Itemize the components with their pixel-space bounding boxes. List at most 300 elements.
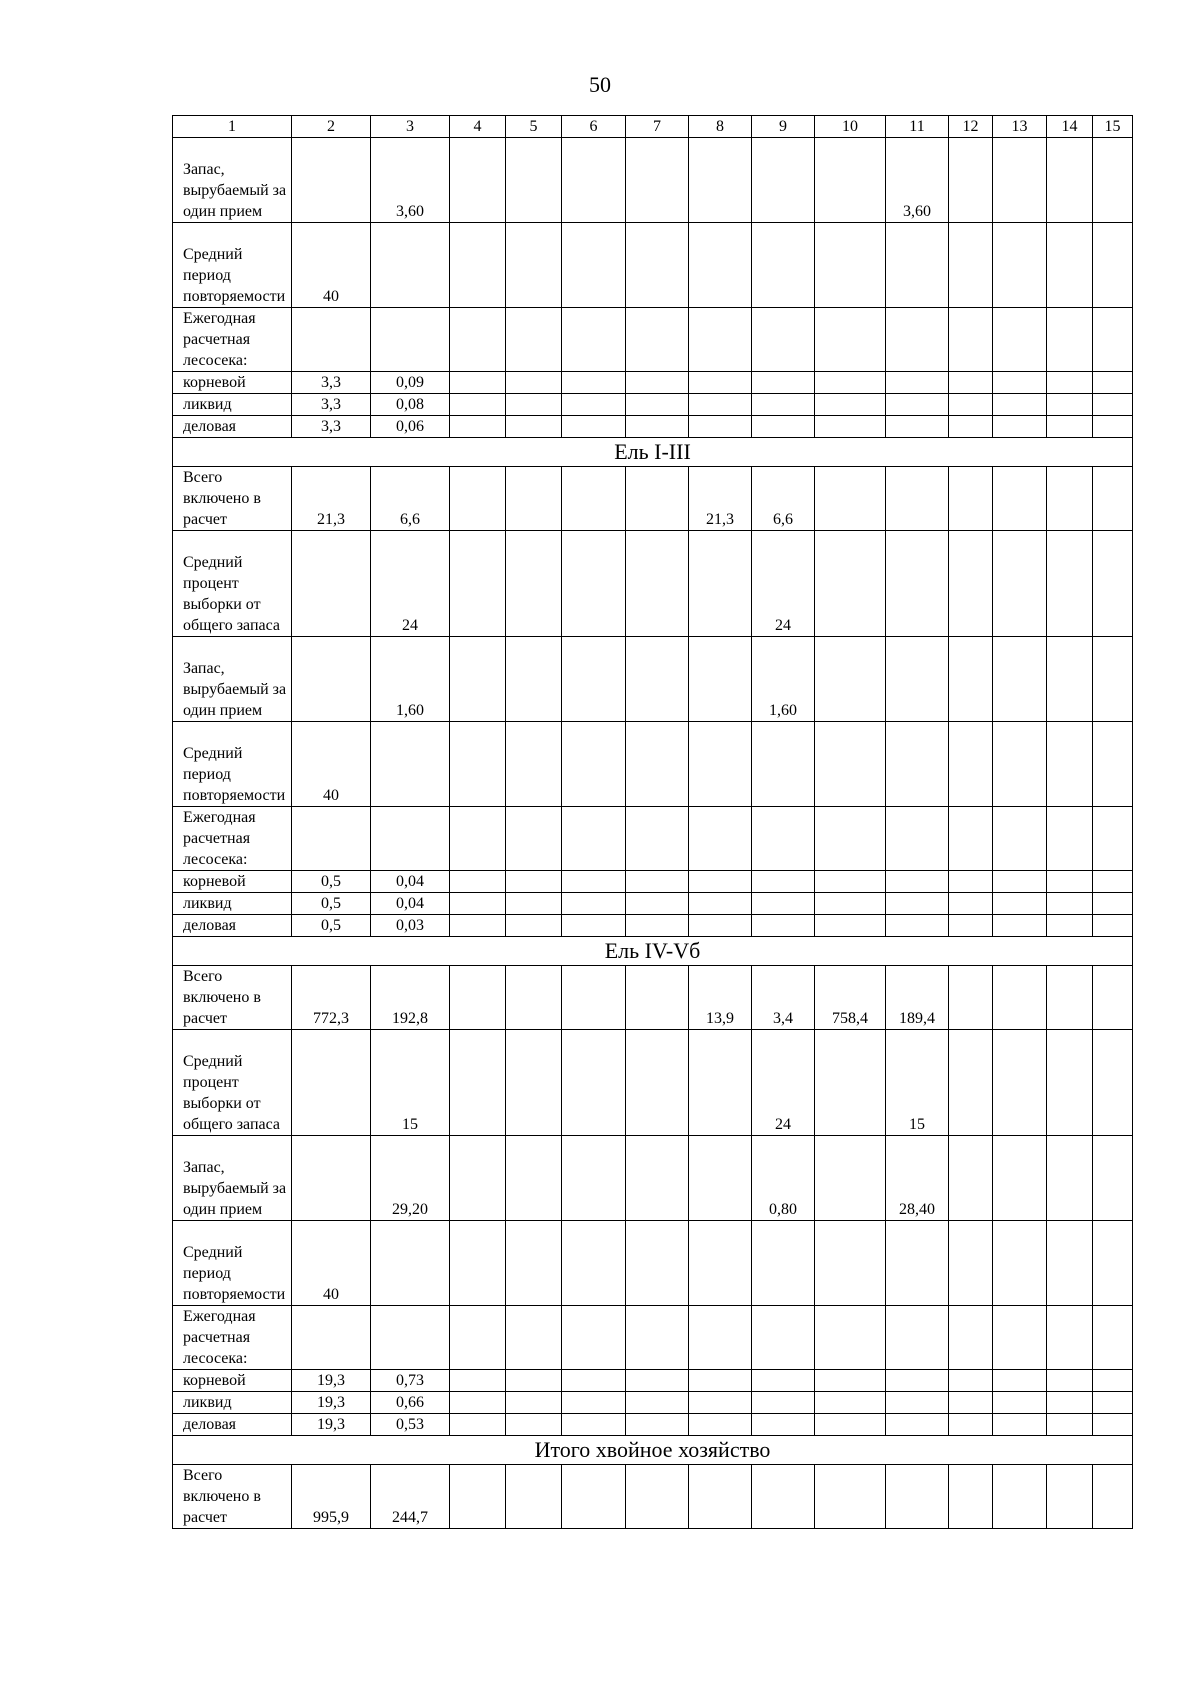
table-cell	[752, 138, 815, 223]
table-cell	[506, 915, 562, 937]
table-cell: 3,60	[886, 138, 949, 223]
table-cell	[1093, 637, 1133, 722]
table-cell	[1093, 966, 1133, 1030]
section-heading: Ель I-III	[173, 438, 1133, 467]
table-cell	[752, 1306, 815, 1370]
table-cell	[949, 1465, 993, 1529]
table-cell	[689, 1465, 752, 1529]
table-row	[173, 467, 1133, 531]
table-cell	[562, 966, 626, 1030]
table-cell	[993, 637, 1047, 722]
table-cell	[1047, 1370, 1093, 1392]
table-cell	[562, 915, 626, 937]
table-cell	[1093, 416, 1133, 438]
table-cell: 0,08	[371, 394, 450, 416]
table-cell	[815, 1465, 886, 1529]
table-cell	[689, 1370, 752, 1392]
table-cell	[506, 1392, 562, 1414]
table-cell: 6,6	[371, 467, 450, 531]
table-cell	[949, 1306, 993, 1370]
table-cell	[1047, 1030, 1093, 1136]
table-cell	[506, 372, 562, 394]
table-cell	[949, 1370, 993, 1392]
table-cell	[815, 1414, 886, 1436]
table-cell	[886, 1370, 949, 1392]
table-cell	[506, 966, 562, 1030]
table-row	[173, 372, 1133, 394]
table-cell: 6,6	[752, 467, 815, 531]
table-cell	[626, 223, 689, 308]
table-cell	[626, 722, 689, 807]
table-cell	[562, 807, 626, 871]
table-cell	[949, 966, 993, 1030]
table-cell	[626, 1392, 689, 1414]
table-cell	[1093, 1136, 1133, 1221]
table-cell: 24	[371, 531, 450, 637]
table-cell	[689, 1414, 752, 1436]
column-number: 8	[689, 116, 752, 138]
table-cell: 758,4	[815, 966, 886, 1030]
calculation-table	[172, 115, 1133, 1529]
table-row	[173, 1221, 1133, 1306]
table-cell: 0,03	[371, 915, 450, 937]
table-cell: 0,04	[371, 871, 450, 893]
table-cell	[450, 138, 506, 223]
table-cell	[993, 1465, 1047, 1529]
table-row	[173, 1306, 1133, 1370]
table-cell	[1047, 915, 1093, 937]
column-number: 15	[1093, 116, 1133, 138]
table-cell	[886, 1306, 949, 1370]
table-cell: 0,5	[292, 915, 371, 937]
table-cell	[752, 223, 815, 308]
table-cell	[1047, 1221, 1093, 1306]
table-cell	[562, 394, 626, 416]
table-cell	[506, 1221, 562, 1306]
table-cell	[450, 1414, 506, 1436]
table-cell: 995,9	[292, 1465, 371, 1529]
table-cell	[450, 223, 506, 308]
table-cell	[815, 915, 886, 937]
table-cell	[506, 722, 562, 807]
table-cell	[562, 531, 626, 637]
table-cell	[689, 531, 752, 637]
table-cell	[993, 1370, 1047, 1392]
column-number-row	[173, 116, 1133, 138]
table-cell	[292, 637, 371, 722]
table-cell	[506, 467, 562, 531]
table-cell: 0,5	[292, 893, 371, 915]
row-label: деловая	[173, 915, 292, 937]
table-cell	[506, 1370, 562, 1392]
table-cell	[1047, 1465, 1093, 1529]
table-cell	[1093, 138, 1133, 223]
table-cell	[506, 1030, 562, 1136]
table-cell	[689, 1030, 752, 1136]
table-cell	[689, 372, 752, 394]
table-cell	[371, 308, 450, 372]
table-cell: 40	[292, 722, 371, 807]
table-cell	[949, 394, 993, 416]
table-cell	[689, 138, 752, 223]
table-cell	[626, 467, 689, 531]
table-cell	[886, 915, 949, 937]
table-cell	[815, 1370, 886, 1392]
table-cell: 28,40	[886, 1136, 949, 1221]
row-label: Всего включено в расчет	[173, 1465, 292, 1529]
table-cell	[886, 416, 949, 438]
table-cell	[450, 807, 506, 871]
table-cell	[1093, 531, 1133, 637]
table-row	[173, 308, 1133, 372]
table-cell	[886, 223, 949, 308]
table-cell	[562, 223, 626, 308]
table-cell	[993, 915, 1047, 937]
table-cell	[886, 1414, 949, 1436]
table-cell	[562, 722, 626, 807]
table-cell	[1093, 308, 1133, 372]
table-cell	[292, 138, 371, 223]
table-cell: 15	[886, 1030, 949, 1136]
table-cell	[506, 1414, 562, 1436]
table-cell	[292, 1306, 371, 1370]
table-cell	[450, 893, 506, 915]
table-row	[173, 1465, 1133, 1529]
column-number: 12	[949, 116, 993, 138]
table-cell	[1047, 138, 1093, 223]
row-label: Запас, вырубаемый за один прием	[173, 138, 292, 223]
table-cell	[450, 1392, 506, 1414]
table-cell	[506, 138, 562, 223]
table-cell	[815, 1221, 886, 1306]
table-row	[173, 531, 1133, 637]
table-cell	[626, 1136, 689, 1221]
table-cell	[993, 1221, 1047, 1306]
table-cell	[752, 1392, 815, 1414]
row-label: Средний период повторяемости	[173, 1221, 292, 1306]
table-cell	[1047, 1414, 1093, 1436]
table-cell	[1093, 1306, 1133, 1370]
table-cell	[886, 1392, 949, 1414]
table-cell	[1093, 1030, 1133, 1136]
table-cell: 21,3	[689, 467, 752, 531]
table-cell	[1047, 637, 1093, 722]
table-cell	[292, 1136, 371, 1221]
table-cell	[949, 893, 993, 915]
table-cell	[949, 138, 993, 223]
table-cell: 0,06	[371, 416, 450, 438]
table-cell	[1047, 223, 1093, 308]
table-cell	[949, 372, 993, 394]
section-heading: Ель IV-Vб	[173, 937, 1133, 966]
table-cell	[562, 1392, 626, 1414]
table-cell	[1093, 1414, 1133, 1436]
table-cell	[752, 394, 815, 416]
table-cell	[752, 372, 815, 394]
table-body	[173, 116, 1133, 1529]
table-cell	[886, 871, 949, 893]
table-cell	[949, 223, 993, 308]
table-cell	[371, 223, 450, 308]
table-cell: 772,3	[292, 966, 371, 1030]
row-label: ликвид	[173, 893, 292, 915]
table-cell: 0,09	[371, 372, 450, 394]
table-cell	[815, 372, 886, 394]
table-cell: 1,60	[752, 637, 815, 722]
table-cell	[815, 871, 886, 893]
table-cell	[506, 416, 562, 438]
table-cell	[886, 1465, 949, 1529]
row-label: деловая	[173, 1414, 292, 1436]
table-cell	[993, 722, 1047, 807]
table-cell	[450, 1136, 506, 1221]
table-cell	[626, 1465, 689, 1529]
table-cell: 0,04	[371, 893, 450, 915]
table-cell	[949, 722, 993, 807]
table-cell	[815, 531, 886, 637]
table-cell	[949, 915, 993, 937]
table-cell	[993, 467, 1047, 531]
table-cell	[949, 1221, 993, 1306]
table-row	[173, 1136, 1133, 1221]
table-cell	[506, 394, 562, 416]
table-cell	[993, 531, 1047, 637]
table-cell	[450, 1221, 506, 1306]
table-cell: 19,3	[292, 1392, 371, 1414]
column-number: 13	[993, 116, 1047, 138]
table-cell	[886, 893, 949, 915]
table-cell: 13,9	[689, 966, 752, 1030]
column-number: 4	[450, 116, 506, 138]
table-cell	[450, 416, 506, 438]
table-cell	[752, 915, 815, 937]
table-cell	[949, 416, 993, 438]
table-cell	[1047, 372, 1093, 394]
column-number: 14	[1047, 116, 1093, 138]
table-cell	[689, 915, 752, 937]
table-cell	[450, 531, 506, 637]
table-cell	[450, 372, 506, 394]
table-cell	[626, 308, 689, 372]
table-cell: 19,3	[292, 1414, 371, 1436]
table-cell	[626, 1030, 689, 1136]
row-label: Ежегодная расчетная лесосека:	[173, 308, 292, 372]
table-cell	[993, 416, 1047, 438]
table-cell	[886, 372, 949, 394]
section-heading-row	[173, 937, 1133, 966]
table-cell	[689, 807, 752, 871]
table-cell	[626, 372, 689, 394]
table-cell	[626, 394, 689, 416]
table-cell	[626, 1414, 689, 1436]
table-cell	[815, 637, 886, 722]
table-cell	[815, 1392, 886, 1414]
table-row	[173, 893, 1133, 915]
table-cell	[626, 416, 689, 438]
table-cell	[949, 531, 993, 637]
column-number: 11	[886, 116, 949, 138]
row-label: корневой	[173, 1370, 292, 1392]
table-cell	[949, 871, 993, 893]
table-cell	[815, 722, 886, 807]
table-cell	[450, 308, 506, 372]
table-cell	[949, 1136, 993, 1221]
row-label: Средний период повторяемости	[173, 722, 292, 807]
page-number: 50	[589, 72, 611, 97]
table-cell	[689, 416, 752, 438]
table-cell	[949, 308, 993, 372]
table-cell: 189,4	[886, 966, 949, 1030]
table-cell	[1047, 394, 1093, 416]
table-cell	[689, 1221, 752, 1306]
table-cell: 3,3	[292, 416, 371, 438]
row-label: Запас, вырубаемый за один прием	[173, 637, 292, 722]
column-number: 3	[371, 116, 450, 138]
table-cell	[1047, 1306, 1093, 1370]
table-cell	[752, 871, 815, 893]
table-cell	[886, 1221, 949, 1306]
table-cell	[292, 1030, 371, 1136]
row-label: ликвид	[173, 394, 292, 416]
table-cell	[562, 1370, 626, 1392]
table-cell	[450, 915, 506, 937]
table-cell	[626, 1221, 689, 1306]
table-cell	[562, 1306, 626, 1370]
table-row	[173, 966, 1133, 1030]
table-cell	[993, 138, 1047, 223]
table-row	[173, 138, 1133, 223]
table-cell	[626, 915, 689, 937]
table-cell	[689, 394, 752, 416]
table-cell	[752, 416, 815, 438]
table-cell	[1093, 915, 1133, 937]
table-cell	[886, 637, 949, 722]
table-cell	[689, 871, 752, 893]
table-cell	[371, 807, 450, 871]
table-cell	[292, 308, 371, 372]
table-row	[173, 1392, 1133, 1414]
column-number: 7	[626, 116, 689, 138]
table-cell	[506, 807, 562, 871]
table-cell	[1047, 1392, 1093, 1414]
table-cell	[815, 394, 886, 416]
table-cell	[562, 637, 626, 722]
table-cell	[562, 372, 626, 394]
table-cell	[371, 722, 450, 807]
table-cell	[562, 1136, 626, 1221]
table-row	[173, 1414, 1133, 1436]
table-cell: 0,66	[371, 1392, 450, 1414]
table-cell: 3,3	[292, 372, 371, 394]
table-cell	[949, 1392, 993, 1414]
table-cell	[752, 1221, 815, 1306]
table-cell	[450, 1370, 506, 1392]
table-cell	[626, 966, 689, 1030]
table-cell	[1093, 893, 1133, 915]
table-cell	[1047, 893, 1093, 915]
column-number: 1	[173, 116, 292, 138]
table-cell	[752, 893, 815, 915]
table-cell	[815, 1136, 886, 1221]
table-cell	[1093, 1221, 1133, 1306]
table-cell	[1047, 966, 1093, 1030]
table-cell	[292, 531, 371, 637]
table-cell	[626, 637, 689, 722]
table-cell	[993, 1030, 1047, 1136]
table-cell	[689, 893, 752, 915]
table-cell	[993, 1392, 1047, 1414]
row-label: корневой	[173, 871, 292, 893]
table-cell	[626, 138, 689, 223]
table-cell	[506, 531, 562, 637]
table-cell: 40	[292, 1221, 371, 1306]
row-label: деловая	[173, 416, 292, 438]
table-cell	[993, 1414, 1047, 1436]
table-cell: 0,73	[371, 1370, 450, 1392]
table-cell	[1093, 1392, 1133, 1414]
row-label: ликвид	[173, 1392, 292, 1414]
table-cell	[1093, 372, 1133, 394]
section-heading: Итого хвойное хозяйство	[173, 1436, 1133, 1465]
table-cell	[815, 138, 886, 223]
table-cell	[1093, 871, 1133, 893]
table-cell	[562, 467, 626, 531]
table-cell: 29,20	[371, 1136, 450, 1221]
table-cell	[993, 966, 1047, 1030]
table-cell	[1047, 807, 1093, 871]
table-cell	[993, 893, 1047, 915]
table-cell	[562, 308, 626, 372]
table-row	[173, 637, 1133, 722]
table-cell	[506, 308, 562, 372]
table-cell	[562, 1221, 626, 1306]
table-cell	[450, 1465, 506, 1529]
table-cell	[506, 1465, 562, 1529]
table-cell	[815, 223, 886, 308]
row-label: Ежегодная расчетная лесосека:	[173, 1306, 292, 1370]
table-cell	[562, 1465, 626, 1529]
table-cell	[1047, 416, 1093, 438]
table-cell	[1093, 1370, 1133, 1392]
table-cell	[371, 1306, 450, 1370]
table-cell	[562, 871, 626, 893]
table-cell	[993, 807, 1047, 871]
table-cell	[562, 416, 626, 438]
table-cell	[562, 893, 626, 915]
table-cell	[752, 722, 815, 807]
section-heading-row	[173, 438, 1133, 467]
table-cell: 21,3	[292, 467, 371, 531]
table-cell: 244,7	[371, 1465, 450, 1529]
table-cell	[506, 1306, 562, 1370]
table-row	[173, 807, 1133, 871]
table-cell	[450, 871, 506, 893]
column-number: 10	[815, 116, 886, 138]
table-row	[173, 394, 1133, 416]
row-label: Средний период повторяемости	[173, 223, 292, 308]
table-cell	[752, 1414, 815, 1436]
table-cell	[815, 893, 886, 915]
table-row	[173, 915, 1133, 937]
row-label: Ежегодная расчетная лесосека:	[173, 807, 292, 871]
column-number: 9	[752, 116, 815, 138]
table-cell	[1093, 223, 1133, 308]
table-cell	[886, 394, 949, 416]
table-cell	[292, 807, 371, 871]
table-cell	[1047, 871, 1093, 893]
table-cell	[993, 1306, 1047, 1370]
table-row	[173, 722, 1133, 807]
